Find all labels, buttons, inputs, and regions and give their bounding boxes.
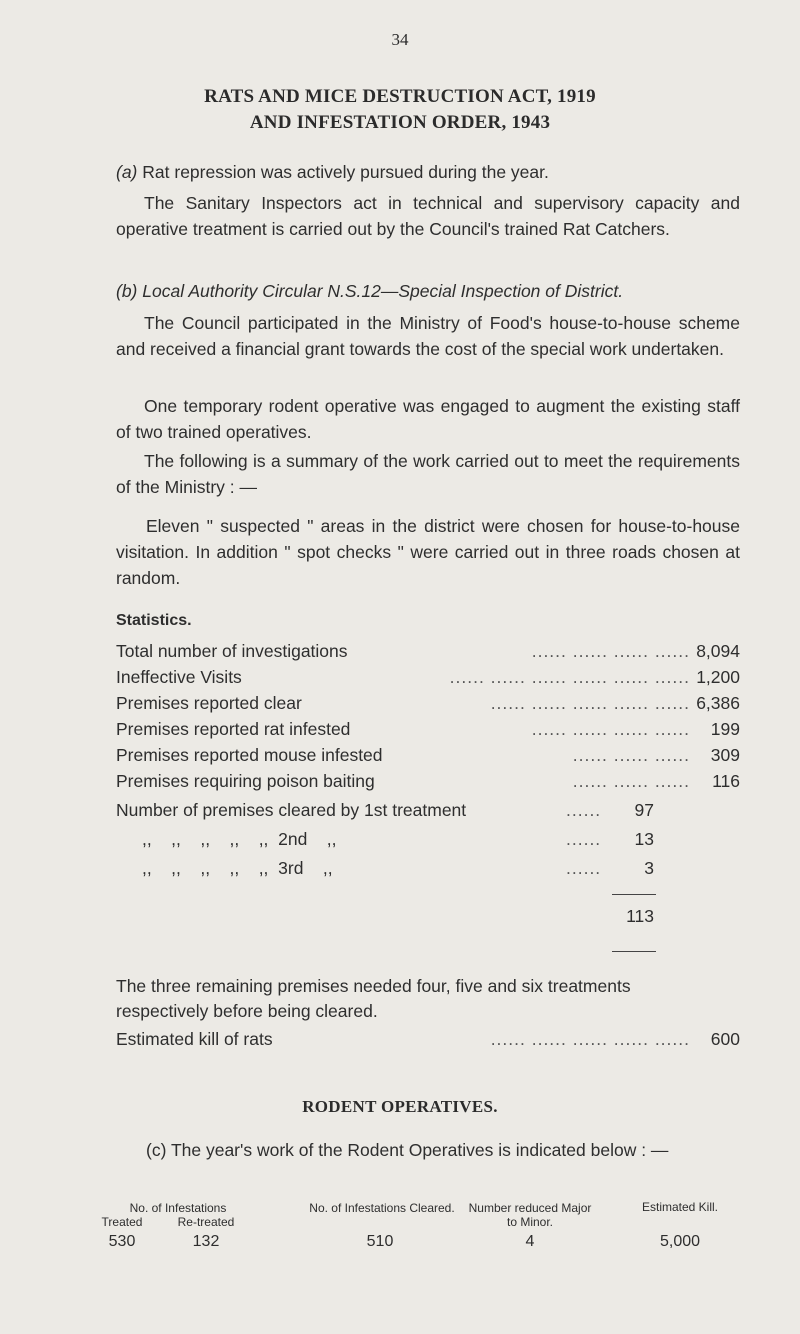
value-cleared: 510 <box>366 1233 394 1250</box>
header-estimated-kill: Estimated Kill. <box>641 1200 719 1214</box>
section-b-paragraph-3: The following is a summary of the work carried out to meet the requirements of the Ministry : — <box>116 451 740 497</box>
cleared-value-1st: 97 <box>634 800 654 820</box>
section-b-heading: Local Authority Circular N.S.12—Special Inspection of District. <box>142 281 624 301</box>
value-estimated-kill: 5,000 <box>659 1233 701 1250</box>
remaining-premises-note <box>116 974 676 1024</box>
stat-label-clear: Premises reported clear <box>116 693 302 713</box>
cleared-label-2nd: ,, ,, ,, ,, ,, 2nd ,, <box>142 829 337 849</box>
section-b-paragraph-1: The Council participated in the Ministry of Food's house-to-house scheme and received a financial grant towards the cost of the special work undertaken. <box>116 313 740 359</box>
rodent-intro: (c) The year's work of the Rodent Operatives is indicated below : — <box>146 1140 669 1160</box>
stat-label-investigations: Total number of investigations <box>116 641 348 661</box>
kill-value: 600 <box>710 1029 740 1049</box>
section-a-text: Rat repression was actively pursued during the year. <box>142 162 549 182</box>
kill-label: Estimated kill of rats <box>116 1029 273 1049</box>
cleared-dots-2nd: ...... <box>566 829 602 849</box>
stat-label-ineffective: Ineffective Visits <box>116 667 242 687</box>
remaining-premises-text: The three remaining premises needed four, five and six treatments respectively before being cleared. <box>116 976 631 1021</box>
stat-value-poison-baiting: 116 <box>712 771 740 791</box>
header-treated: Treated <box>101 1215 143 1229</box>
value-reduced: 4 <box>525 1233 535 1250</box>
subtotal-rule <box>612 894 656 895</box>
kill-dots: ...... ...... ...... ...... ...... <box>490 1029 690 1049</box>
stat-value-rat-infested: 199 <box>710 719 740 739</box>
section-a-line <box>116 162 549 183</box>
cleared-dots-1st: ...... <box>566 800 602 820</box>
stat-value-ineffective: 1,200 <box>696 667 740 687</box>
stat-dots-ineffective: ...... ...... ...... ...... ...... ...... <box>449 667 690 687</box>
header-cleared: No. of Infestations Cleared. <box>309 1201 455 1215</box>
stat-dots-poison-baiting: ...... ...... ...... <box>572 771 690 791</box>
cleared-value-2nd: 13 <box>634 829 654 849</box>
value-retreated: 132 <box>192 1233 220 1250</box>
value-treated: 530 <box>108 1233 136 1250</box>
stat-value-clear: 6,386 <box>696 693 740 713</box>
rodent-operatives-heading: RODENT OPERATIVES. <box>302 1097 498 1116</box>
page-number: 34 <box>391 30 409 49</box>
cleared-total: 113 <box>626 906 654 926</box>
cleared-value-3rd: 3 <box>644 858 654 878</box>
stat-label-poison-baiting: Premises requiring poison baiting <box>116 771 375 791</box>
title-line-1: RATS AND MICE DESTRUCTION ACT, 1919 <box>204 86 596 107</box>
stat-dots-clear: ...... ...... ...... ...... ...... <box>490 693 690 713</box>
section-b-label: (b) <box>116 281 138 301</box>
statistics-heading: Statistics. <box>116 612 192 629</box>
section-b-paragraph-2: One temporary rodent operative was engaged to augment the existing staff of two trained operatives. <box>116 396 740 442</box>
stat-value-investigations: 8,094 <box>696 641 740 661</box>
header-reduced: Number reduced Major to Minor. <box>468 1201 592 1229</box>
stat-dots-rat-infested: ...... ...... ...... ...... <box>531 719 690 739</box>
header-retreated: Re-treated <box>177 1215 235 1229</box>
section-b-paragraph-4: Eleven " suspected " areas in the district were chosen for house-to-house visitation. In addition " spot checks " were carried out in three roads chosen at random. <box>116 516 740 588</box>
cleared-label-3rd: ,, ,, ,, ,, ,, 3rd ,, <box>142 858 333 878</box>
stat-value-mouse-infested: 309 <box>710 745 740 765</box>
stat-label-rat-infested: Premises reported rat infested <box>116 719 351 739</box>
cleared-dots-3rd: ...... <box>566 858 602 878</box>
section-b-heading-line <box>116 281 623 302</box>
section-a-paragraph: The Sanitary Inspectors act in technical and supervisory capacity and operative treatment is carried out by the Council's trained Rat Catchers. <box>116 193 740 239</box>
total-rule <box>612 951 656 952</box>
cleared-label-1st: Number of premises cleared by 1st treatment <box>116 800 467 820</box>
stat-label-mouse-infested: Premises reported mouse infested <box>116 745 383 765</box>
stat-dots-mouse-infested: ...... ...... ...... <box>572 745 690 765</box>
stat-dots-investigations: ...... ...... ...... ...... <box>531 641 690 661</box>
title-line-2: AND INFESTATION ORDER, 1943 <box>249 112 551 133</box>
section-a-label: (a) <box>116 162 138 182</box>
header-no-of-infestations: No. of Infestations <box>129 1201 227 1215</box>
